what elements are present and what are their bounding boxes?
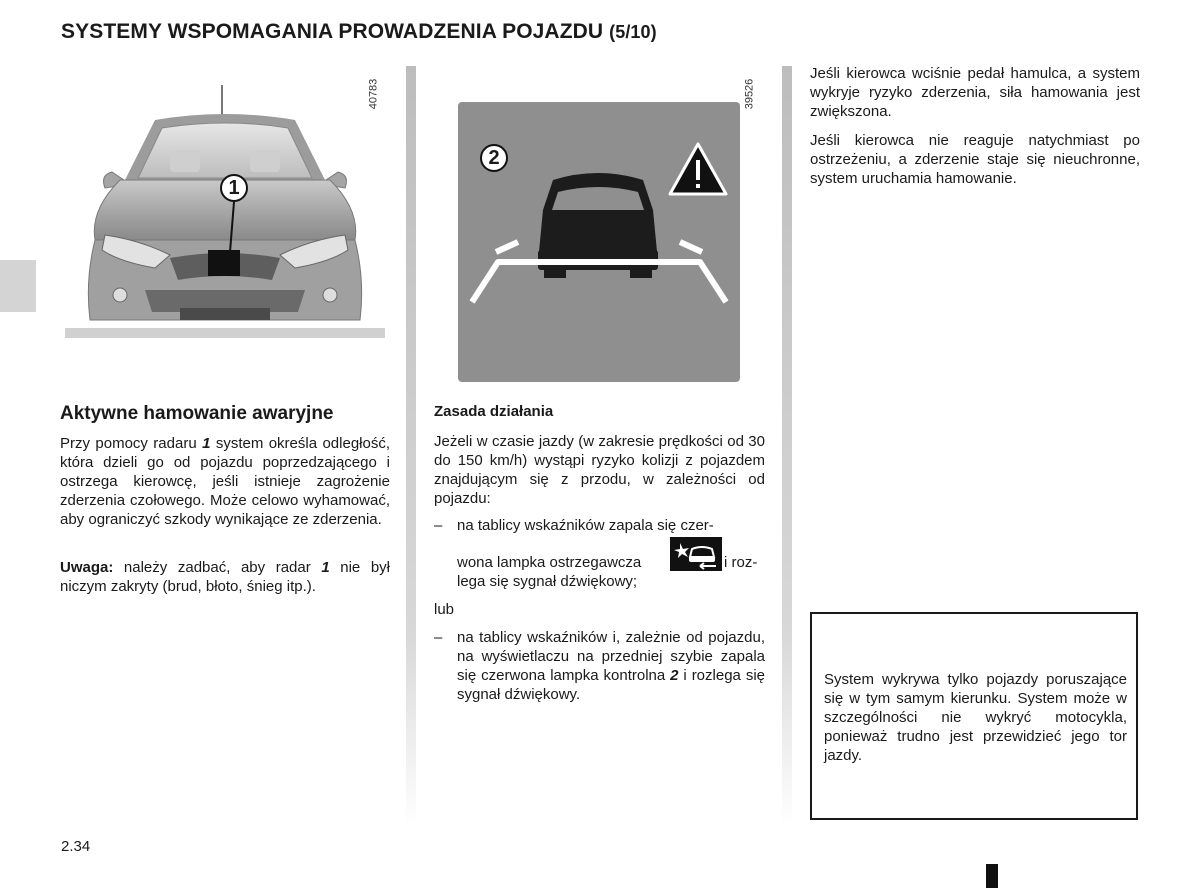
page-section-ref: (5/10) <box>609 22 657 42</box>
left-paragraph-note <box>60 558 390 596</box>
text-run: na tablicy wskaźników i, zależnie od pojazdu, na wyświetlaczu na przedniej szybie zapala się czerwona lampka kontrolna <box>457 629 765 684</box>
bullet-1-line-2b: i roz- <box>724 554 758 571</box>
column-divider-right <box>782 66 792 826</box>
note-label: Uwaga: <box>60 559 114 576</box>
ref-radar: 1 <box>202 435 211 452</box>
bullet-1-line-3: lega się sygnał dźwiękowy; <box>457 573 638 590</box>
dashboard-svg <box>458 102 740 382</box>
left-paragraph-1 <box>60 434 390 529</box>
subheading-operation: Zasada działania <box>434 403 554 420</box>
text-run: system określa odległość, która dzieli go od pojazdu poprzedzającego i ostrzega kierowcę, jeśli istnieje zagrożenie zderzenia czołowego. Może celowo wyhamować, aby ograniczyć szkody wynikające ze zderzenia. <box>60 435 391 528</box>
chapter-tab <box>0 260 36 312</box>
note-box <box>810 612 1138 820</box>
or-text: lub <box>434 601 455 618</box>
dashboard-warning-illustration <box>458 102 740 382</box>
middle-paragraph-1: Jeżeli w czasie jazdy (w zakresie prędkości od 30 do 150 km/h) wystąpi ryzyko kolizji z pojazdem znajdującym się z przodu, w zależności od pojazdu: <box>434 433 765 507</box>
bullet-dash: – <box>434 517 443 534</box>
callout-1: 1 <box>220 174 248 202</box>
column-divider-left <box>406 66 416 826</box>
page-title <box>61 20 657 44</box>
text-run: nie był niczym zakryty (brud, błoto, śnieg itp.). <box>60 559 390 595</box>
text-run: i rozlega się sygnał dźwiękowy. <box>457 667 765 703</box>
right-paragraph-1: Jeśli kierowca wciśnie pedał hamulca, a system wykryje ryzyko zderzenia, siła hamowania jest zwiększona. <box>810 65 1140 120</box>
bullet-1-line-1: na tablicy wskaźników zapala się czer- <box>457 517 714 534</box>
note-text: System wykrywa tylko pojazdy poruszające się w tym samym kierunku. System może w szczególności nie wykryć motocykla, ponieważ trudno jest przewidzieć jego tor jazdy. <box>824 671 1127 764</box>
bullet-2-text <box>457 628 765 704</box>
page-number: 2.34 <box>61 838 91 855</box>
section-heading: Aktywne hamowanie awaryjne <box>60 403 334 424</box>
right-paragraph-2: Jeśli kierowca nie reaguje natychmiast po ostrzeżeniu, a zderzenie staje się nieuchronne, system uruchamia hamowanie. <box>810 132 1140 187</box>
collision-warning-svg <box>670 537 722 571</box>
callout-2: 2 <box>480 144 508 172</box>
bullet-dash: – <box>434 629 443 646</box>
car-front-svg <box>60 80 390 342</box>
ref-radar: 1 <box>321 559 330 576</box>
figure-code-car: 40783 <box>367 78 380 110</box>
text-run: należy zadbać, aby radar <box>113 559 322 576</box>
ref-indicator: 2 <box>670 667 679 684</box>
bullet-1-line-2a: wona lampka ostrzegawcza <box>457 554 642 571</box>
text-run: Przy pomocy radaru <box>60 435 203 452</box>
collision-warning-icon <box>670 537 722 571</box>
page-edge-marker <box>986 864 998 888</box>
page-title-text: SYSTEMY WSPOMAGANIA PROWADZENIA POJAZDU <box>61 20 604 43</box>
figure-code-dash: 39526 <box>743 78 756 110</box>
car-front-illustration <box>60 80 390 342</box>
